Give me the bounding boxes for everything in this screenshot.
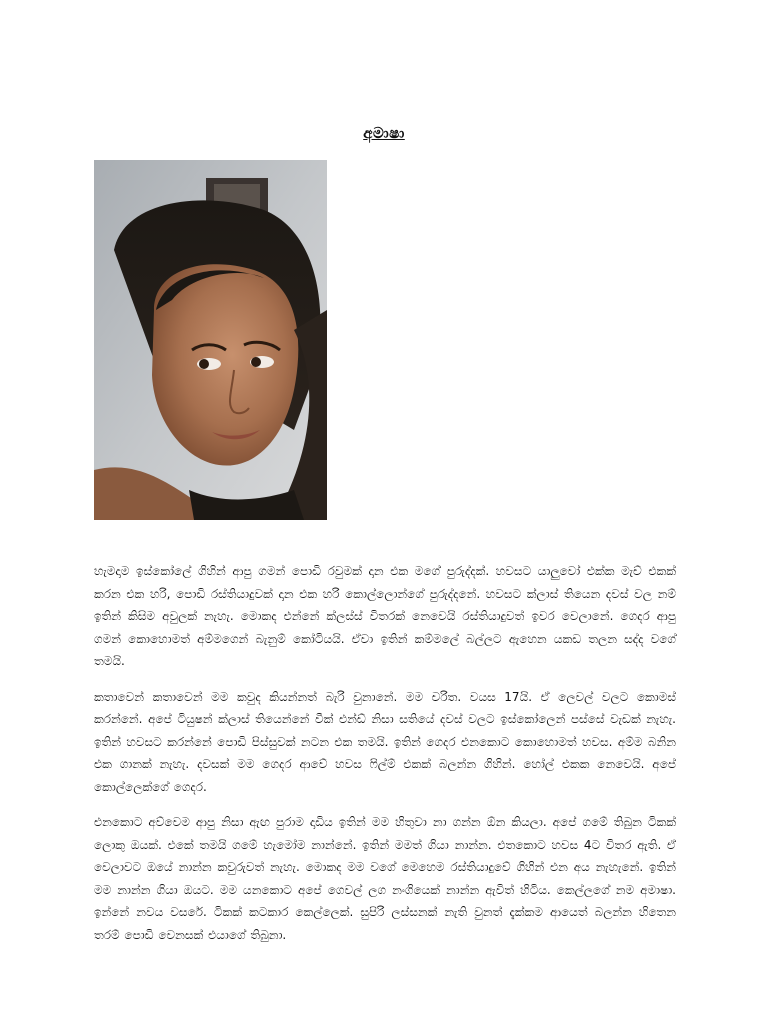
paragraph-1: හැමදාම ඉස්කෝලේ ගිහින් ආපු ගමන් පොඩි රවුමක් දාන එක මගේ පුරුද්දක්. හවසට යාලුවෝ එක්ක මැච් එකක් කරන එක හරි, පොඩි රස්තියාදුවක් දාන එක හරි කොල්ලොන්ගේ පුරුද්දනේ. හවසට ක්ලාස් තියෙන දවස් වල නම් ඉතින් කිසිම අවුලක් නැහැ. මොකද එන්නේ ක්ලස්ස් විතරක් නෙවෙයි රස්තියාදුවත් ඉවර වෙලානේ. ගෙදර ආපු ගමන් කොහොමත් අම්මගෙන් බැනුම් කෝටියයි. ඒවා ඉතින් කම්මලේ බල්ලට ඇහෙන යකඩ තලන සද්ද වගේ තමයි. (94, 564, 676, 668)
paragraph-3: එනකොට අව්වෙම ආපු නිසා ඇඟ පුරාම දාඩිය ඉතින් මම හිතුවා නා ගන්න ඕන කියලා. අපේ ගමේ තිබුන ටිකක් ලොකු ඔයක්. එකේ තමයි ගමේ හැමෝම නාන්නේ. ඉතින් මමත් ගියා නාන්න. එතකොට හවස 4ට විතර ඇති. ඒ වෙලාවට ඔයේ නාන්න කවුරුවත් නැහැ. මොකද මම වගේ මෙහෙම රස්තියාදුවේ ගිහින් එන අය නැහැනේ. ඉතින් මම නාන්න ගියා ඔයට. මම යනකොට අපේ ගෙවල් ලග නංගියෙක් නාන්න ඇවිත් හිටිය. කෙල්ලගේ නම අමාෂා. ඉන්නේ නවය වසරේ. ටිකක් කටකාර කෙල්ලෙක්. සුපිරි ලස්සනක් නැති වුනත් දැක්කම ආයෙත් බලන්න හිතෙන තරම් පොඩි වෙනසක් එයාගේ තිබුනා. (94, 815, 676, 942)
paragraph-2: කතාවෙන් කතාවෙන් මම කවුද කියන්නත් බැරි වුනානේ. මම චරිත. වයස 17යි. ඒ ලෙවල් වලට කොමස් කරන්නේ. අපේ ටියුෂන් ක්ලාස් තියෙන්නේ වීක් එන්ඩ් නිසා සතියේ දවස් වලට ඉස්කෝලෙන් පස්සේ වැඩක් නැහැ. ඉතින් හවසට කරන්නේ පොඩි පිස්සුවක් නටන එක තමයි. ඉතින් ගෙදර එනකොට කොහොමත් හවස. අම්ම බනින එක ගානක් නැහැ. දවසක් මම ගෙදර ආවේ හවස ෆිල්ම් එකක් බලන්න ගිහින්. හෝල් එකක නෙවෙයි. අපේ කොල්ලෙක්ගේ ගෙදර. (94, 689, 676, 794)
portrait-photo-icon (94, 160, 327, 520)
body-text (94, 560, 676, 959)
document-title: අමාෂා (363, 124, 405, 142)
